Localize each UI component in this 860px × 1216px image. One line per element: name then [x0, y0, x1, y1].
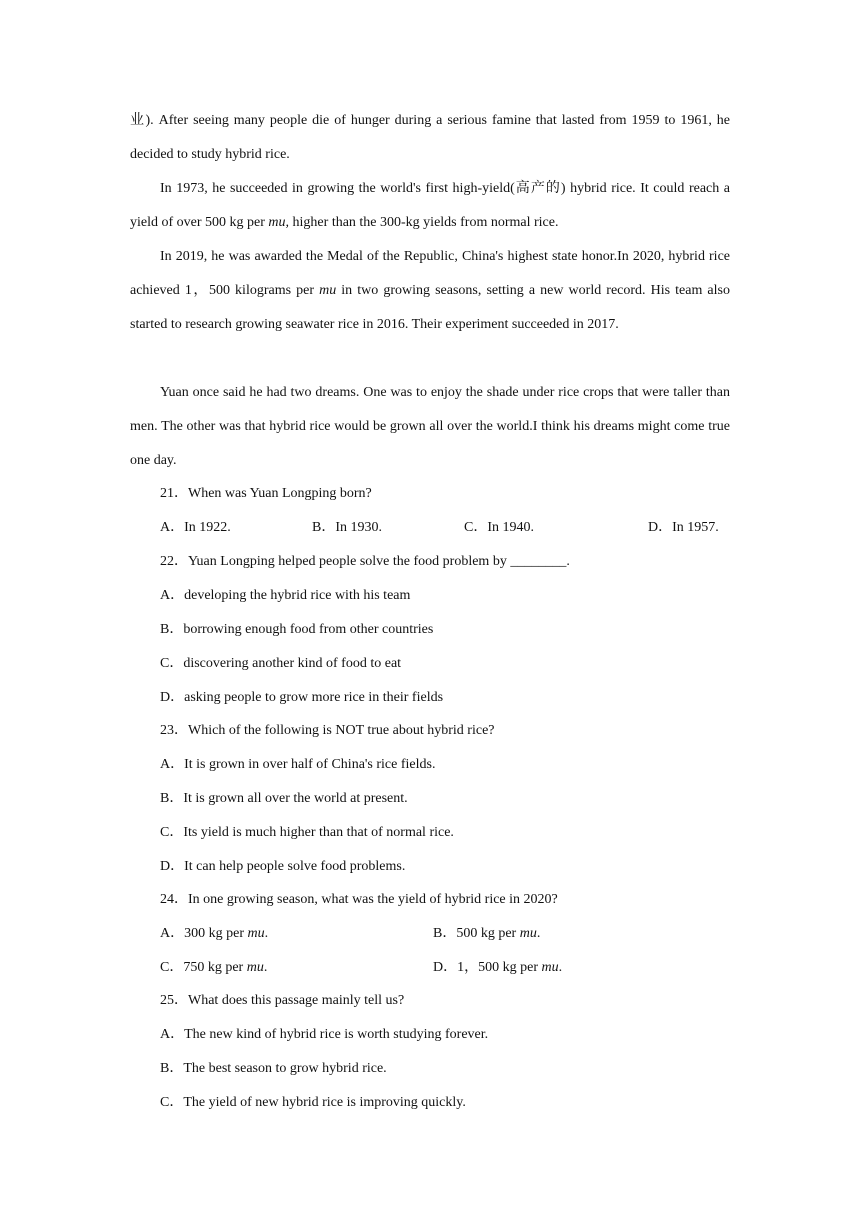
unit-mu: mu, [268, 215, 290, 230]
question-22-option-d: D．asking people to grow more rice in their fields [160, 690, 444, 705]
paragraph-text: Yuan once said he had two dreams. One was to enjoy the shade under rice crops that were taller than men. The other was that hybrid rice would be grown all over the world.I think his dreams might come true one day. [130, 385, 730, 468]
unit-mu: mu [519, 926, 537, 941]
question-23-option-d: D．It can help people solve food problems. [160, 859, 406, 874]
unit-mu: mu [247, 926, 265, 941]
paragraph-text: higher than the 300-kg yields from normal rice. [289, 215, 559, 230]
question-22-option-b: B．borrowing enough food from other countries [160, 622, 434, 637]
paragraph-text: . After seeing many people die of hunger during a serious famine that lasted from 1959 to 1961, he decided to study hybrid rice. [130, 113, 730, 162]
option-text: . [558, 960, 563, 975]
question-24-option-c [160, 958, 267, 978]
question-24-option-d [433, 958, 562, 978]
question-23-stem: 23．Which of the following is NOT true about hybrid rice? [160, 723, 495, 738]
passage-paragraph-3 [130, 240, 730, 342]
question-21-option-b: B．In 1930. [312, 520, 382, 535]
option-text: B．500 kg per [433, 926, 520, 941]
option-text: D．1，500 kg per [433, 960, 542, 975]
option-text: A．300 kg per [160, 926, 248, 941]
passage-paragraph-2 [130, 172, 730, 240]
question-24-option-b [433, 924, 540, 944]
question-21-option-d: D．In 1957. [648, 520, 719, 535]
question-25-option-c: C．The yield of new hybrid rice is improving quickly. [160, 1095, 466, 1110]
option-text: C．750 kg per [160, 960, 247, 975]
passage-paragraph-1 [130, 104, 730, 172]
question-24-stem: 24．In one growing season, what was the yield of hybrid rice in 2020? [160, 892, 558, 907]
question-25-option-a: A．The new kind of hybrid rice is worth studying forever. [160, 1027, 489, 1042]
option-text: . [264, 926, 269, 941]
unit-mu: mu [246, 960, 264, 975]
paragraph-fragment: 业) [130, 113, 151, 128]
option-text: . [536, 926, 541, 941]
question-21-option-c: C．In 1940. [464, 520, 534, 535]
question-24-option-a [160, 924, 268, 944]
question-22-option-c: C．discovering another kind of food to eat [160, 656, 402, 671]
paragraph-text: In 1973, he succeeded in growing the world's first high-yield(高产的) hybrid rice. It could reach a yield of over 500 kg per [130, 181, 730, 230]
question-21-option-a: A．In 1922. [160, 520, 231, 535]
question-23-option-a: A．It is grown in over half of China's rice fields. [160, 757, 436, 772]
unit-mu: mu [319, 283, 337, 298]
question-25-option-b: B．The best season to grow hybrid rice. [160, 1061, 387, 1076]
paragraph-text: in two growing seasons, setting a new world record. His team also started to research growing seawater rice in 2016. Their experiment succeeded in 2017. [130, 283, 730, 332]
passage-paragraph-4 [130, 376, 730, 478]
question-22-stem: 22．Yuan Longping helped people solve the food problem by ________. [160, 554, 570, 569]
question-25-stem: 25．What does this passage mainly tell us? [160, 993, 405, 1008]
question-23-option-b: B．It is grown all over the world at present. [160, 791, 408, 806]
unit-mu: mu [541, 960, 559, 975]
question-23-option-c: C．Its yield is much higher than that of normal rice. [160, 825, 454, 840]
paragraph-text: In 2019, he was awarded the Medal of the Republic, China's highest state honor.In 2020, hybrid rice achieved 1，500 kilograms per [130, 249, 730, 298]
question-22-option-a: A．developing the hybrid rice with his team [160, 588, 411, 603]
option-text: . [263, 960, 268, 975]
question-21-stem: 21．When was Yuan Longping born? [160, 486, 372, 501]
